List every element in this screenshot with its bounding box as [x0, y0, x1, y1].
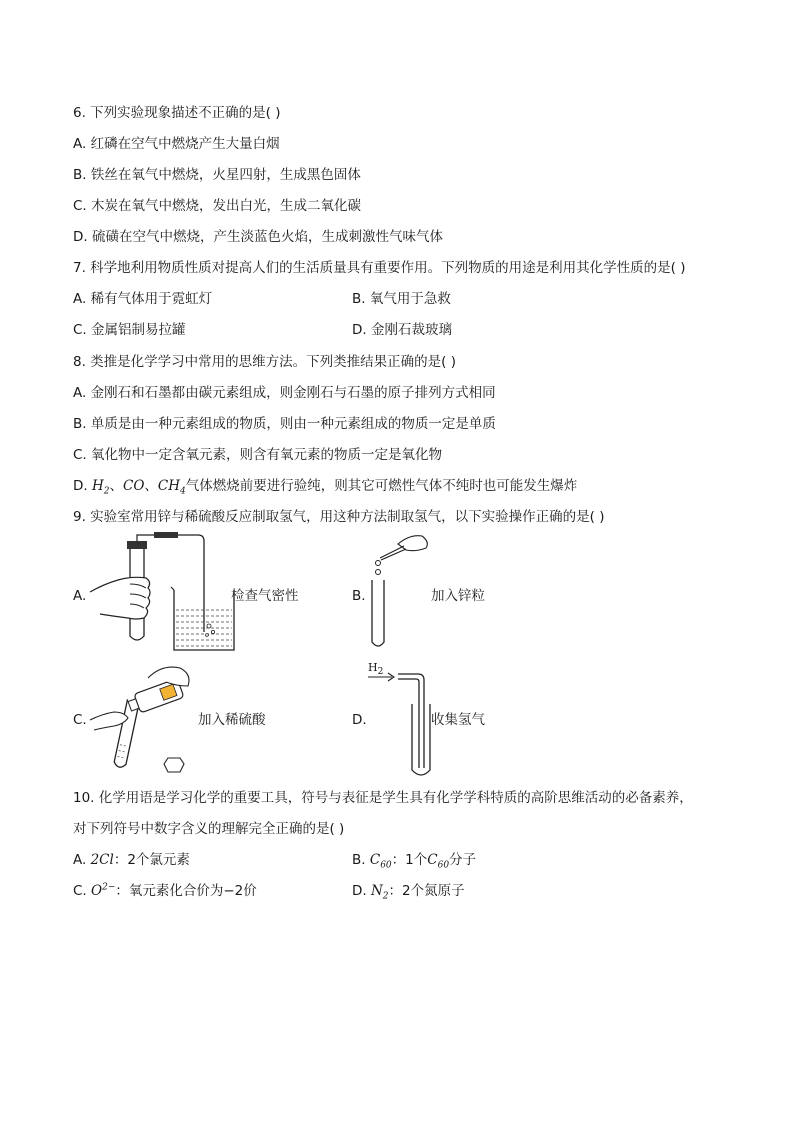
q8-d-rest: 气体燃烧前要进行验纯，则其它可燃性气体不纯时也可能发生爆炸 [185, 478, 578, 494]
formula-ch4-symbol: CH [157, 478, 181, 494]
q9-c-letter: C. [73, 712, 87, 728]
formula-co: CO [123, 478, 145, 494]
q8-option-b: B. 单质是由一种元素组成的物质，则由一种元素组成的物质一定是单质 [73, 416, 496, 432]
q10-a-rest: ：2个氯元素 [113, 852, 190, 868]
symbol-n2-letter: N [370, 883, 383, 899]
q10-option-c [73, 882, 257, 900]
q9-d-gas-sub: 2 [377, 667, 384, 678]
q9-c-label: 加入稀硫酸 [198, 712, 266, 728]
symbol-n2-sub: 2 [382, 891, 389, 902]
q10-b-mid: ：1个 [391, 852, 428, 868]
q10-option-a [73, 851, 190, 869]
symbol-c60 [369, 852, 392, 871]
q10-c-prefix: C. [73, 883, 92, 899]
q7-option-d: D. 金刚石裁玻璃 [352, 322, 452, 338]
q7-option-b: B. 氧气用于急救 [352, 291, 451, 307]
formula-h2-sub: 2 [103, 486, 110, 497]
q10-c-rest: ：氧元素化合价为−2价 [115, 883, 257, 899]
figure-collect-hydrogen [366, 670, 436, 780]
symbol-o-letter: O [91, 883, 103, 899]
q6-stem: 6. 下列实验现象描述不正确的是( ) [73, 105, 281, 121]
q10-b-prefix: B. [352, 852, 370, 868]
q7-option-a: A. 稀有气体用于霓虹灯 [73, 291, 213, 307]
formula-h2-symbol: H [91, 478, 104, 494]
q9-d-label: 收集氢气 [431, 712, 485, 728]
symbol-c60-letter: C [369, 852, 381, 868]
figure-add-zinc [364, 532, 434, 652]
formula-h2 [91, 478, 110, 497]
q10-option-d [352, 882, 465, 900]
q6-option-d: D. 硫磺在空气中燃烧，产生淡蓝色火焰，生成刺激性气味气体 [73, 229, 443, 245]
q10-option-b [352, 851, 476, 869]
q8-option-a: A. 金刚石和石墨都由碳元素组成，则金刚石与石墨的原子排列方式相同 [73, 385, 496, 401]
q8-option-c: C. 氧化物中一定含氧元素，则含有氧元素的物质一定是氧化物 [73, 447, 443, 463]
symbol-o2minus [91, 883, 115, 899]
q8-d-prefix: D. [73, 478, 92, 494]
formula-ch4 [157, 478, 186, 497]
q8-stem: 8. 类推是化学学习中常用的思维方法。下列类推结果正确的是( ) [73, 354, 456, 370]
symbol-o-charge: 2− [102, 882, 116, 893]
figure-airtightness-check [88, 532, 238, 652]
q9-b-label: 加入锌粒 [431, 588, 485, 604]
q8-option-d [73, 477, 577, 495]
q6-option-a: A. 红磷在空气中燃烧产生大量白烟 [73, 136, 280, 152]
q9-b-letter: B. [352, 588, 366, 604]
q9-a-letter: A. [73, 588, 87, 604]
symbol-n2 [370, 883, 389, 902]
figure-add-acid [88, 656, 198, 778]
q9-stem: 9. 实验室常用锌与稀硫酸反应制取氢气，用这种方法制取氢气，以下实验操作正确的是( ) [73, 509, 605, 525]
q9-d-gas-symbol: H [368, 661, 378, 674]
q7-stem: 7. 科学地利用物质性质对提高人们的生活质量具有重要作用。下列物质的用途是利用其化学性质的是( ) [73, 260, 686, 276]
symbol-2cl: 2Cl [90, 852, 114, 868]
q10-stem-line2: 对下列符号中数字含义的理解完全正确的是( ) [73, 821, 345, 837]
q10-b-rest: 分子 [449, 852, 477, 868]
symbol-c60-second-letter: C [427, 852, 438, 868]
q10-d-rest: ：2个氮原子 [388, 883, 465, 899]
q8-d-sep1: 、 [109, 478, 123, 494]
q10-d-prefix: D. [352, 883, 371, 899]
q8-d-sep2: 、 [144, 478, 158, 494]
symbol-c60-sub: 60 [380, 860, 392, 871]
q10-stem-line1: 10. 化学用语是学习化学的重要工具，符号与表征是学生具有化学学科特质的高阶思维活动的必备素养， [73, 790, 693, 806]
q9-a-label: 检查气密性 [231, 588, 299, 604]
q7-option-c: C. 金属铝制易拉罐 [73, 322, 186, 338]
q10-a-prefix: A. [73, 852, 91, 868]
symbol-c60-second [427, 852, 450, 871]
formula-ch4-sub: 4 [180, 486, 186, 497]
symbol-c60-second-sub: 60 [437, 860, 450, 871]
q9-d-letter: D. [352, 712, 367, 728]
q6-option-c: C. 木炭在氧气中燃烧，发出白光，生成二氧化碳 [73, 198, 362, 214]
q6-option-b: B. 铁丝在氧气中燃烧，火星四射，生成黑色固体 [73, 167, 361, 183]
